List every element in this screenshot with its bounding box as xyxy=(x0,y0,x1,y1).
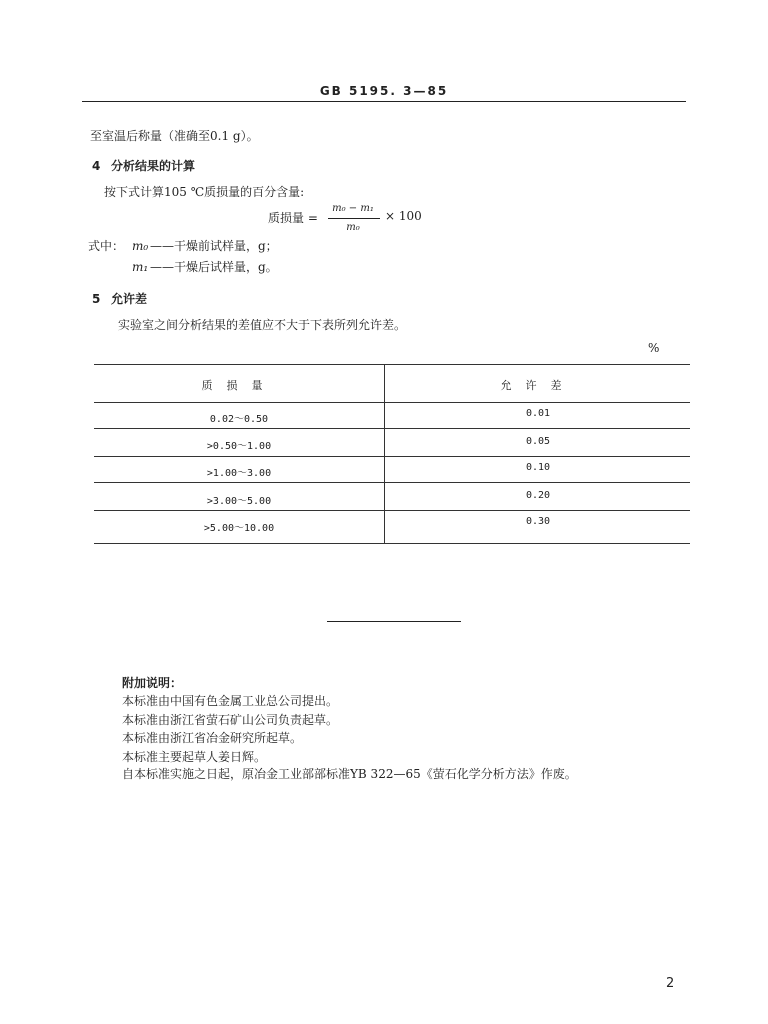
note-line: 自本标准实施之日起，原冶金工业部部标准YB 322—65《萤石化学分析方法》作废。 xyxy=(122,767,577,781)
note-line: 本标准由浙江省冶金研究所起草。 xyxy=(122,731,303,745)
unit-label: % xyxy=(648,341,660,355)
var-symbol: m₀ xyxy=(132,239,149,253)
table-cell-range: >5.00～10.00 xyxy=(203,523,275,534)
formula-rhs: × 100 xyxy=(385,209,422,223)
section-4-body: 按下式计算105 ℃质损量的百分含量: xyxy=(104,185,305,199)
table-cell-range: >3.00～5.00 xyxy=(206,496,272,507)
table-column-divider xyxy=(384,364,385,544)
table-header-tolerance: 允许差 xyxy=(500,379,576,392)
formula-denominator: m₀ xyxy=(346,222,360,233)
table-header-mass-loss: 质损量 xyxy=(201,379,277,392)
var-symbol: m₁ xyxy=(132,260,149,274)
section-4-title: 分析结果的计算 xyxy=(111,159,196,173)
var-description: ——干燥前试样量，g； xyxy=(150,239,278,253)
notes-title: 附加说明： xyxy=(122,676,183,690)
table-cell-range: >1.00～3.00 xyxy=(206,468,272,479)
table-cell-tolerance: 0.10 xyxy=(525,462,551,473)
formula-numerator: m₀ − m₁ xyxy=(332,203,374,214)
var-description: ——干燥后试样量，g。 xyxy=(150,260,278,274)
table-cell-range: >0.50～1.00 xyxy=(206,441,272,452)
note-line: 本标准由浙江省萤石矿山公司负责起草。 xyxy=(122,713,339,727)
table-cell-range: 0.02～0.50 xyxy=(209,414,269,425)
table-row-rule xyxy=(94,456,690,457)
section-5-number: 5 xyxy=(92,292,101,306)
section-4-number: 4 xyxy=(92,159,101,173)
table-bottom-rule xyxy=(94,543,690,544)
intro-line: 至室温后称量（准确至0.1 g）。 xyxy=(90,129,259,143)
table-cell-tolerance: 0.30 xyxy=(525,516,551,527)
table-row-rule xyxy=(94,428,690,429)
section-5-title: 允许差 xyxy=(111,292,148,306)
formula-lhs: 质损量 = xyxy=(268,211,318,225)
table-cell-tolerance: 0.05 xyxy=(525,436,551,447)
table-cell-tolerance: 0.20 xyxy=(525,490,551,501)
page-number: 2 xyxy=(666,976,675,991)
header-rule xyxy=(82,101,686,102)
section-separator xyxy=(327,621,461,622)
table-row-rule xyxy=(94,402,690,403)
table-row-rule xyxy=(94,482,690,483)
table-cell-tolerance: 0.01 xyxy=(525,408,551,419)
table-top-rule xyxy=(94,364,690,365)
where-prefix: 式中： xyxy=(88,239,125,253)
section-5-body: 实验室之间分析结果的差值应不大于下表所列允许差。 xyxy=(118,318,407,332)
fraction-bar xyxy=(328,218,380,219)
standard-code: GB 5195. 3—85 xyxy=(319,84,449,98)
table-row-rule xyxy=(94,510,690,511)
note-line: 本标准主要起草人姜日辉。 xyxy=(122,750,267,764)
note-line: 本标准由中国有色金属工业总公司提出。 xyxy=(122,694,339,708)
